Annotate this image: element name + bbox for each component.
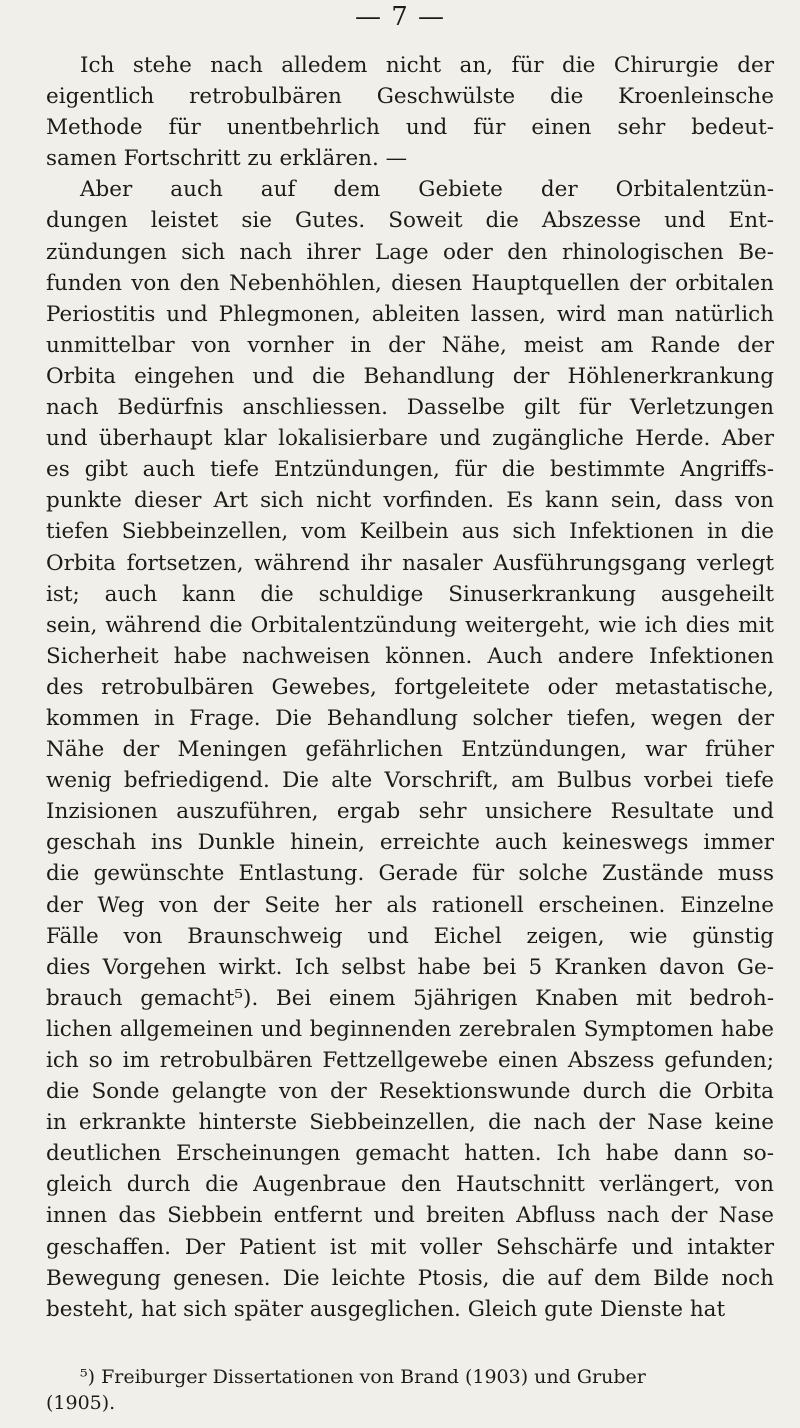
text-line: sein, während die Orbitalentzündung weitergeht, wie ich dies mit <box>46 612 774 638</box>
text-line: deutlichen Erscheinungen gemacht hatten. Ich habe dann so- <box>46 1141 774 1167</box>
text-line: der Weg von der Seite her als rationell erscheinen. Einzelne <box>46 892 774 918</box>
text-line: Orbita eingehen und die Behandlung der Höhlenerkrankung <box>46 363 774 389</box>
text-line: wenig befriedigend. Die alte Vorschrift, am Bulbus vorbei tiefe <box>46 768 774 794</box>
text-line: in erkrankte hinterste Siebbeinzellen, die nach der Nase keine <box>46 1110 774 1136</box>
text-line: kommen in Frage. Die Behandlung solcher tiefen, wegen der <box>46 705 774 731</box>
body-text <box>46 50 774 1325</box>
text-line: Bewegung genesen. Die leichte Ptosis, die auf dem Bilde noch <box>46 1265 774 1291</box>
text-line: brauch gemacht⁵). Bei einem 5jährigen Knaben mit bedroh- <box>46 985 774 1011</box>
text-line: zündungen sich nach ihrer Lage oder den rhinologischen Be- <box>46 239 774 265</box>
text-line: des retrobulbären Gewebes, fortgeleitete oder metastatische, <box>46 674 774 700</box>
text-line: Inzisionen auszuführen, ergab sehr unsichere Resultate und <box>46 799 774 825</box>
text-line: gleich durch die Augenbraue den Hautschnitt verlängert, von <box>46 1172 774 1198</box>
text-line: ich so im retrobulbären Fettzellgewebe einen Abszess gefunden; <box>46 1048 774 1073</box>
text-line: es gibt auch tiefe Entzündungen, für die bestimmte Angriffs- <box>46 457 774 483</box>
text-line: funden von den Nebenhöhlen, diesen Hauptquellen der orbitalen <box>46 270 774 296</box>
text-line: punkte dieser Art sich nicht vorfinden. Es kann sein, dass von <box>46 488 774 514</box>
text-line: eigentlich retrobulbären Geschwülste die Kroenleinsche <box>46 84 774 110</box>
text-line: die gewünschte Entlastung. Gerade für solche Zustände muss <box>46 861 774 887</box>
text-line: Periostitis und Phlegmonen, ableiten lassen, wird man natürlich <box>46 301 774 327</box>
paragraph-1 <box>46 50 774 174</box>
text-line: ist; auch kann die schuldige Sinuserkrankung ausgeheilt <box>46 581 774 607</box>
text-line: unmittelbar von vornher in der Nähe, meist am Rande der <box>46 332 774 358</box>
text-line: nach Bedürfnis anschliessen. Dasselbe gilt für Verletzungen <box>46 395 774 421</box>
page-number: — 7 — <box>354 2 446 32</box>
text-line: Aber auch auf dem Gebiete der Orbitalentzün- <box>80 177 774 203</box>
text-line: geschaffen. Der Patient ist mit voller Sehschärfe und intakter <box>46 1234 774 1260</box>
text-line: lichen allgemeinen und beginnenden zerebralen Symptomen habe <box>46 1016 774 1042</box>
text-line: besteht, hat sich später ausgeglichen. Gleich gute Dienste hat <box>46 1296 726 1322</box>
footnote-continuation: (1905). <box>46 1392 116 1414</box>
text-line: dies Vorgehen wirkt. Ich selbst habe bei 5 Kranken davon Ge- <box>46 954 774 980</box>
text-line: Methode für unentbehrlich und für einen sehr bedeut- <box>46 115 774 141</box>
text-line: und überhaupt klar lokalisierbare und zugängliche Herde. Aber <box>46 426 774 452</box>
text-line: samen Fortschritt zu erklären. — <box>46 146 408 172</box>
paragraph-2 <box>46 174 774 1324</box>
footnote-marker: ⁵) <box>80 1366 96 1388</box>
text-line: geschah ins Dunkle hinein, erreichte auch keineswegs immer <box>46 830 774 856</box>
text-line: Fälle von Braunschweig und Eichel zeigen, wie günstig <box>46 923 774 949</box>
text-line: Orbita fortsetzen, während ihr nasaler Ausführungsgang verlegt <box>46 550 774 576</box>
footnote <box>46 1364 774 1416</box>
text-line: innen das Siebbein entfernt und breiten Abfluss nach der Nase <box>46 1203 774 1229</box>
text-line: dungen leistet sie Gutes. Soweit die Abszesse und Ent- <box>46 208 774 234</box>
text-line: tiefen Siebbeinzellen, vom Keilbein aus sich Infektionen in die <box>46 519 774 545</box>
footnote-text: Freiburger Dissertationen von Brand (1903) und Gruber <box>101 1366 646 1388</box>
text-line: Ich stehe nach alledem nicht an, für die Chirurgie der <box>80 53 774 78</box>
text-line: Nähe der Meningen gefährlichen Entzündungen, war früher <box>46 737 774 763</box>
text-line: die Sonde gelangte von der Resektionswunde durch die Orbita <box>46 1079 774 1105</box>
text-line: Sicherheit habe nachweisen können. Auch andere Infektionen <box>46 643 774 669</box>
footnote-line <box>46 1364 774 1390</box>
